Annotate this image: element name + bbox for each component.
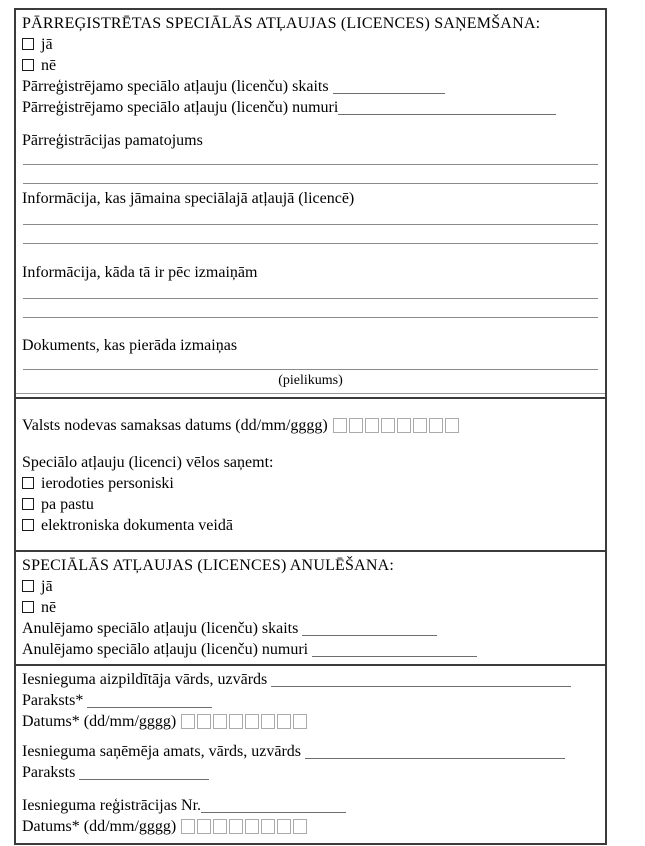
reregistration-yes-label: jā [41,36,53,53]
info-after-field-line2[interactable] [23,304,598,318]
registration-nr-field[interactable] [201,798,346,813]
reregistration-numbers-field[interactable] [338,100,556,115]
reregistration-yes-checkbox[interactable] [22,38,34,50]
annulment-option-yes-row [22,576,599,597]
section-annulment [16,550,605,664]
annulment-no-label: nē [41,599,57,616]
date-boxes [179,818,307,835]
annulment-count-field[interactable] [302,621,437,636]
filler-name-label: Iesnieguma aizpildītāja vārds, uzvārds [22,671,268,688]
filler-name-field[interactable] [271,672,571,687]
receiver-field[interactable] [305,744,565,759]
reregistration-basis-field-line2[interactable] [23,170,598,184]
fee-date-row [22,415,599,436]
reregistration-numbers-label: Pārreģistrējamo speciālo atļauju (licenču) numuri [22,99,339,116]
receive-by-mail-checkbox[interactable] [22,498,34,510]
filler-signature-label: Paraksts* [22,692,84,709]
reregistration-option-yes-row [22,34,599,55]
registration-nr-row [22,795,599,816]
annulment-numbers-row [22,639,599,660]
date-boxes [179,713,307,730]
annulment-option-no-row [22,597,599,618]
date-box[interactable] [229,819,243,834]
receive-by-mail-label: pa pastu [41,496,94,513]
receive-option-row [22,494,599,515]
date-box[interactable] [213,714,227,729]
annulment-numbers-label: Anulējamo speciālo atļauju (licenču) numuri [22,641,309,658]
info-to-change-field-line1[interactable] [23,209,598,225]
reregistration-numbers-row [22,97,599,118]
reregistration-basis-field-line1[interactable] [23,151,598,165]
filler-date-label: Datums* (dd/mm/gggg) [22,713,177,730]
receive-in-person-label: ierodoties personiski [41,475,174,492]
reregistration-count-field[interactable] [333,79,445,94]
reregistration-basis-label: Pārreģistrācijas pamatojums [22,132,203,149]
date-box[interactable] [277,819,291,834]
info-after-label: Informācija, kāda tā ir pēc izmaiņām [22,264,258,281]
date-box[interactable] [445,418,459,433]
annulment-no-checkbox[interactable] [22,601,34,613]
info-to-change-label: Informācija, kas jāmaina speciālajā atļaujā (licencē) [22,190,355,207]
filler-name-row [22,669,599,690]
date-box[interactable] [181,819,195,834]
date-box[interactable] [229,714,243,729]
date-box[interactable] [381,418,395,433]
date-box[interactable] [213,819,227,834]
application-form [14,8,607,845]
reregistration-count-row [22,76,599,97]
filler-signature-row [22,690,599,711]
annulment-numbers-field[interactable] [312,642,477,657]
reregistration-heading: PĀRREĢISTRĒTAS SPECIĀLĀS ATĻAUJAS (LICENCES) SAŅEMŠANA: [22,15,541,32]
receive-electronic-label: elektroniska dokumenta veidā [41,517,233,534]
receiver-signature-row [22,762,599,783]
section-fee-and-delivery [16,397,605,550]
reregistration-count-label: Pārreģistrējamo speciālo atļauju (licenču) skaits [22,78,329,95]
registration-nr-label: Iesnieguma reģistrācijas Nr. [22,797,202,814]
date-box[interactable] [197,819,211,834]
annulment-yes-label: jā [41,578,53,595]
date-box[interactable] [429,418,443,433]
receive-option-row [22,515,599,536]
info-after-field-line1[interactable] [23,283,598,299]
date-boxes [331,417,459,434]
filler-signature-field[interactable] [87,693,212,708]
section-reregistration [16,10,605,394]
section-signatures [16,664,605,843]
date-box[interactable] [333,418,347,433]
reregistration-no-label: nē [41,57,57,74]
date-box[interactable] [293,819,307,834]
receiver-row [22,741,599,762]
receiver-signature-label: Paraksts [22,764,76,781]
receive-in-person-checkbox[interactable] [22,477,34,489]
attachment-note: (pielikums) [278,373,343,388]
filler-date-row [22,711,599,732]
date-box[interactable] [245,714,259,729]
document-field-line[interactable] [23,356,598,370]
reregistration-no-checkbox[interactable] [22,59,34,71]
document-label: Dokuments, kas pierāda izmaiņas [22,337,238,354]
date-box[interactable] [413,418,427,433]
registration-date-label: Datums* (dd/mm/gggg) [22,818,177,835]
receive-option-row [22,473,599,494]
fee-date-label: Valsts nodevas samaksas datums (dd/mm/gggg) [22,417,328,434]
date-box[interactable] [181,714,195,729]
date-box[interactable] [397,418,411,433]
date-box[interactable] [277,714,291,729]
receive-label: Speciālo atļauju (licenci) vēlos saņemt: [22,454,274,471]
receiver-label: Iesnieguma saņēmēja amats, vārds, uzvārds [22,743,302,760]
receive-electronic-checkbox[interactable] [22,519,34,531]
reregistration-option-no-row [22,55,599,76]
date-box[interactable] [261,819,275,834]
annulment-heading: SPECIĀLĀS ATĻAUJAS (LICENCES) ANULĒŠANA: [22,557,395,574]
receiver-signature-field[interactable] [79,765,209,780]
registration-date-row [22,816,599,837]
date-box[interactable] [349,418,363,433]
annulment-count-label: Anulējamo speciālo atļauju (licenču) skaits [22,620,299,637]
info-to-change-field-line2[interactable] [23,230,598,244]
date-box[interactable] [293,714,307,729]
date-box[interactable] [197,714,211,729]
annulment-count-row [22,618,599,639]
date-box[interactable] [261,714,275,729]
date-box[interactable] [245,819,259,834]
annulment-yes-checkbox[interactable] [22,580,34,592]
date-box[interactable] [365,418,379,433]
